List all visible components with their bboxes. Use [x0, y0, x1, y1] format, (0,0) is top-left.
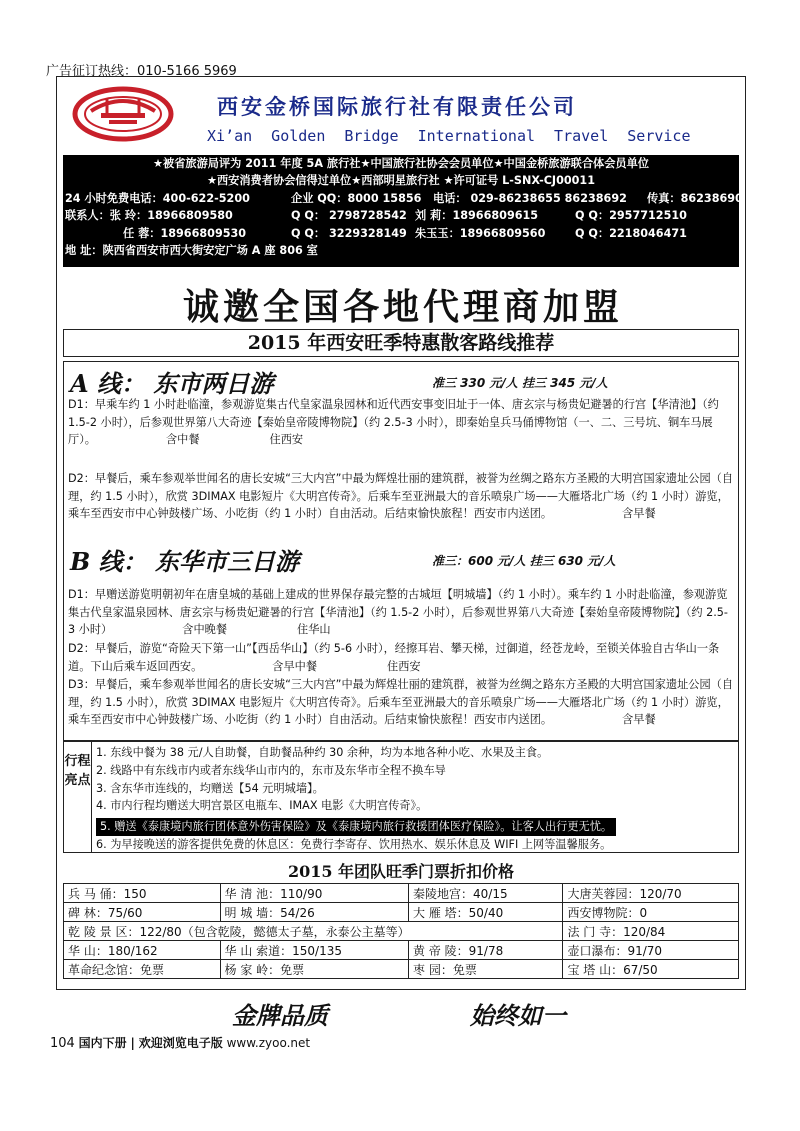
page-number: 104 [50, 1036, 75, 1051]
table-row: 华 山：180/162 华 山 索道：150/135 黄 帝 陵：91/78 壶口瀑布：91/70 [64, 941, 739, 960]
route-b-day-1-meal: 含中晚餐 [182, 623, 228, 637]
table-row: 乾 陵 景 区：122/80（包含乾陵，懿德太子墓，永泰公主墓等） 法 门 寺：120/84 [64, 922, 739, 941]
address: 地 址：陕西省西安市西大街安定广场 A 座 806 室 [65, 243, 318, 257]
route-b-price: 准三：600 元/人 挂三 630 元/人 [432, 554, 616, 568]
website-link[interactable]: www.zyoo.net [226, 1036, 311, 1050]
highlight-item: 1. 东线中餐为 38 元/人自助餐，自助餐品种约 30 余种，均为本地各种小吃、水果及主食。 [96, 746, 549, 759]
contact-2-qq: Q Q：2957712510 [575, 209, 687, 223]
routes-section [63, 361, 739, 741]
contact-1-qq: Q Q： 2798728542 [291, 209, 407, 223]
contact-4-qq: Q Q：2218046471 [575, 226, 687, 240]
route-b-title: B 线： 东华市三日游 [70, 547, 299, 576]
route-b-day-2: D2：早餐后，游览“奇险天下第一山”【西岳华山】（约 5-6 小时），经擦耳岩、攀天梯，过御道，经苍龙岭，至锁关体验自古华山一条道。下山后乘车返回西安。 含早中餐 住西安 [68, 640, 734, 675]
ticket-price-table [63, 883, 739, 979]
route-b-day-2-stay: 住西安 [387, 659, 421, 673]
quality-slogan-left: 金牌品质 [232, 1001, 328, 1030]
company-info-block [63, 155, 743, 267]
company-name-cn: 西安金桥国际旅行社有限责任公司 [217, 94, 577, 119]
contact-2: 刘 莉：18966809615 [415, 209, 539, 223]
route-b-day-2-meal: 含早中餐 [272, 659, 318, 673]
highlight-item: 4. 市内行程均赠送大明宫景区电瓶车、IMAX 电影《大明宫传奇》。 [96, 799, 428, 813]
contact-3-qq: Q Q： 3229328149 [291, 226, 407, 240]
contact-4: 朱玉玉：18966809560 [415, 226, 546, 240]
route-a-day-1: D1：早乘车约 1 小时赴临潼，参观游览集古代皇家温泉园林和近代西安事变旧址于一体、唐玄宗与杨贵妃避暑的行宫【华清池】（约 1.5-2 小时），后参观世界第八大奇迹【秦始皇帝陵博物院】（约 2.5-3 小时），即秦始皇兵马俑博物馆（一、二、三号坑、铜车马展厅）。 含中餐 住西安 [68, 396, 734, 449]
highlight-item: 6. 为早接晚送的游客提供免费的休息区：免费行李寄存、饮用热水、娱乐休息及 WIFI 上网等温馨服务。 [96, 837, 612, 851]
recruitment-slogan: 诚邀全国各地代理商加盟 [182, 286, 623, 328]
route-a-day-2-meal: 含早餐 [622, 507, 656, 521]
company-name-en: Xi’an Golden Bridge International Travel Service [207, 127, 691, 145]
table-row: 革命纪念馆：免票 杨 家 岭：免票 枣 园：免票 宝 塔 山：67/50 [64, 960, 739, 979]
browse-text: 欢迎浏览电子版 [138, 1036, 223, 1050]
table-row: 兵 马 俑：150 华 清 池：110/90 秦陵地宫：40/15 大唐芙蓉园：120/70 [64, 884, 739, 903]
route-a-day-1-stay: 住西安 [269, 433, 304, 447]
route-a-price: 准三 330 元/人 挂三 345 元/人 [432, 376, 608, 390]
fax: 传真：86238690 [647, 191, 743, 205]
ticket-price-title: 2015 年团队旺季门票折扣价格 [287, 862, 515, 881]
company-logo-icon [71, 85, 175, 143]
route-b-day-1-stay: 住华山 [297, 623, 331, 637]
honors-line-1: ★被省旅游局评为 2011 年度 5A 旅行社★中国旅行社协会会员单位★中国金桥旅游联合体会员单位 [153, 157, 649, 170]
honors-line-2: ★西安消费者协会信得过单位★西部明星旅行社 ★许可证号 L-SNX-CJ00011 [206, 174, 596, 188]
office-phone: 电话： 029-86238655 86238692 [433, 191, 627, 205]
route-a-day-1-meal: 含中餐 [165, 433, 200, 447]
route-b-day-3-meal: 含早餐 [622, 713, 656, 727]
footer-separator: | [130, 1036, 135, 1050]
itinerary-highlights [63, 741, 739, 853]
promo-title: 2015 年西安旺季特惠散客路线推荐 [63, 329, 739, 357]
page-footer [50, 1034, 310, 1051]
highlights-heading: 行程亮点 [64, 742, 92, 852]
section-name: 国内下册 [78, 1036, 127, 1050]
ad-hotline: 广告征订热线：010-5166 5969 [46, 64, 237, 79]
highlight-item: 3. 含东华市连线的，均赠送【54 元明城墙】。 [96, 781, 324, 795]
highlight-item-insurance: 5. 赠送《泰康境内旅行团体意外伤害保险》及《泰康境内旅行救援团体医疗保险》。让客人出行更无忧。 [96, 818, 616, 836]
enterprise-qq: 企业 QQ：8000 15856 [291, 191, 422, 205]
ad-frame [56, 76, 746, 990]
route-b-day-3: D3：早餐后，乘车参观举世闻名的唐长安城“三大内宫”中最为辉煌壮丽的建筑群，被誉为丝绸之路东方圣殿的大明宫国家遗址公园（自理，约 1.5 小时），欣赏 3DIMAX 电影短片《大明宫传奇》。后乘车至亚洲最大的音乐喷泉广场——大雁塔北广场（约 1 小时）游览，乘车至西安市中心钟鼓楼广场、小吃街（约 1 小时）自由活动。后结束愉快旅程！西安市内送团。 含早餐 [68, 676, 734, 729]
contact-3: 任 蓉：18966809530 [123, 226, 247, 240]
contact-1: 联系人：张 玲：18966809580 [65, 209, 233, 223]
table-row: 碑 林：75/60 明 城 墙：54/26 大 雁 塔：50/40 西安博物院：0 [64, 903, 739, 922]
free-phone: 24 小时免费电话：400-622-5200 [65, 191, 250, 205]
highlight-item: 2. 线路中有东线市内或者东线华山市内的，东市及东华市全程不换车导 [96, 763, 446, 777]
route-a-title: A 线： 东市两日游 [70, 369, 274, 398]
route-a-day-2: D2：早餐后，乘车参观举世闻名的唐长安城“三大内宫”中最为辉煌壮丽的建筑群，被誉为丝绸之路东方圣殿的大明宫国家遗址公园（自理，约 1.5 小时），欣赏 3DIMAX 电影短片《大明宫传奇》。后乘车至亚洲最大的音乐喷泉广场——大雁塔北广场（约 1 小时）游览，乘车至西安市中心钟鼓楼广场、小吃街（约 1 小时）自由活动。后结束愉快旅程！西安市内送团。 含早餐 [68, 470, 734, 523]
quality-slogan-right: 始终如一 [470, 1001, 566, 1030]
route-b-day-1: D1：早赠送游览明朝初年在唐皇城的基础上建成的世界保存最完整的古城垣【明城墙】（约 1 小时）。乘车约 1 小时赴临潼，参观游览集古代皇家温泉园林、唐玄宗与杨贵妃避暑的行宫【华清池】（约 1.5-2 小时），后参观世界第八大奇迹【秦始皇帝陵博物院】（约 2.5-3 小时） 含中晚餐 住华山 [68, 586, 734, 639]
